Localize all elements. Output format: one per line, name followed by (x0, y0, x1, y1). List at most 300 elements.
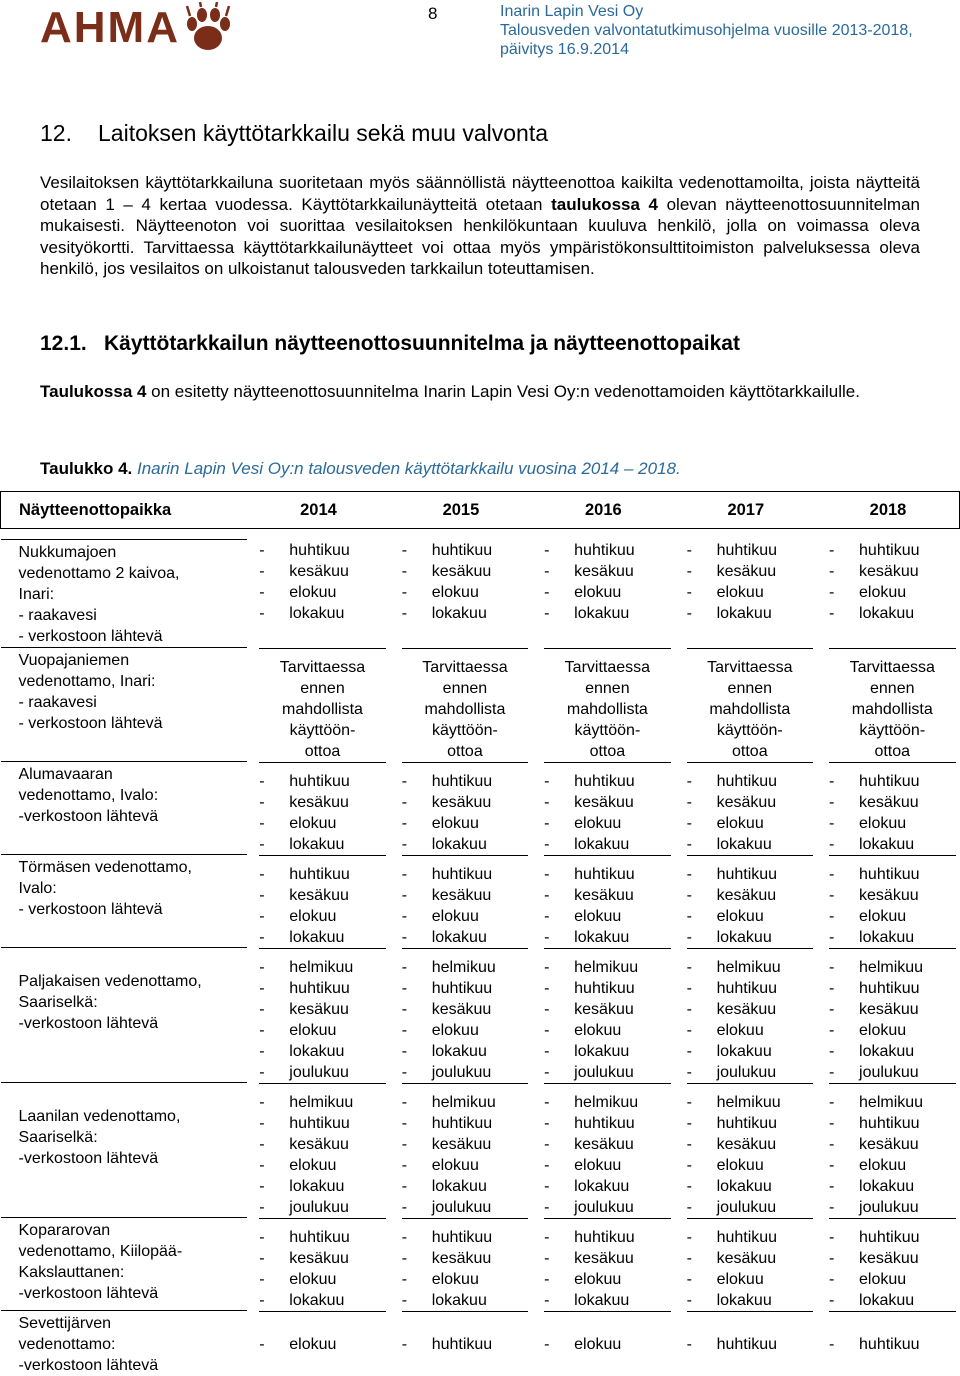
schedule-cell (247, 762, 389, 855)
bullet-dash: - (544, 834, 574, 855)
schedule-cell (390, 855, 532, 948)
month-name: kesäkuu (574, 792, 634, 813)
month-name: kesäkuu (432, 999, 492, 1020)
place-line: Törmäsen vedenottamo, (19, 857, 248, 878)
month-name: elokuu (574, 1334, 621, 1355)
table-row (1, 1083, 960, 1218)
month-name: lokakuu (717, 927, 772, 948)
paragraph-2 (40, 381, 920, 403)
bullet-dash: - (829, 561, 859, 582)
bullet-dash: - (829, 1020, 859, 1041)
month-name: huhtikuu (432, 771, 493, 792)
month-name: huhtikuu (432, 864, 493, 885)
bullet-dash: - (829, 540, 859, 561)
month-line (259, 540, 385, 561)
month-name: elokuu (859, 1155, 906, 1176)
bullet-dash: - (259, 1269, 289, 1290)
month-line (687, 885, 813, 906)
place-line: vedenottamo, Inari: (19, 671, 248, 692)
bullet-dash: - (544, 906, 574, 927)
bullet-dash: - (687, 1269, 717, 1290)
header-year: 2015 (390, 492, 532, 529)
note-line: ennen (829, 678, 955, 699)
bullet-dash: - (259, 771, 289, 792)
bullet-dash: - (402, 834, 432, 855)
bullet-dash: - (402, 1176, 432, 1197)
bullet-dash: - (687, 792, 717, 813)
month-line (544, 1269, 670, 1290)
bullet-dash: - (544, 999, 574, 1020)
paragraph-2-bold: Taulukossa 4 (40, 382, 146, 401)
bullet-dash: - (259, 1334, 289, 1355)
month-name: huhtikuu (289, 864, 350, 885)
schedule-cell (532, 948, 674, 1083)
month-line (829, 978, 955, 999)
place-line (19, 734, 248, 755)
bullet-dash: - (259, 582, 289, 603)
month-name: elokuu (289, 1020, 336, 1041)
month-name: helmikuu (859, 957, 923, 978)
month-name: helmikuu (574, 1092, 638, 1113)
month-line (402, 561, 528, 582)
bullet-dash: - (829, 603, 859, 624)
schedule-cell (817, 948, 959, 1083)
bullet-dash: - (259, 1020, 289, 1041)
month-name: kesäkuu (717, 999, 777, 1020)
month-line (687, 999, 813, 1020)
table-row (1, 762, 960, 855)
bullet-dash: - (829, 1227, 859, 1248)
month-line (829, 1176, 955, 1197)
month-name: huhtikuu (859, 978, 920, 999)
month-name: kesäkuu (717, 792, 777, 813)
bullet-dash: - (687, 906, 717, 927)
month-name: elokuu (859, 906, 906, 927)
month-name: kesäkuu (717, 561, 777, 582)
month-line (544, 1092, 670, 1113)
bullet-dash: - (402, 999, 432, 1020)
month-line (687, 1092, 813, 1113)
bullet-dash: - (544, 1113, 574, 1134)
place-line: -verkostoon lähtevä (19, 806, 248, 827)
note-line: käyttöön- (544, 720, 670, 741)
month-line (829, 1062, 955, 1083)
month-line (687, 927, 813, 948)
month-line (829, 1227, 955, 1248)
month-name: huhtikuu (289, 771, 350, 792)
month-name: lokakuu (859, 603, 914, 624)
month-name: huhtikuu (859, 1334, 920, 1355)
month-name: huhtikuu (574, 771, 635, 792)
month-name: kesäkuu (289, 1248, 349, 1269)
month-name: lokakuu (289, 1041, 344, 1062)
bullet-dash: - (402, 957, 432, 978)
month-line (259, 1227, 385, 1248)
month-name: elokuu (574, 1155, 621, 1176)
schedule-cell (532, 762, 674, 855)
month-line (687, 1176, 813, 1197)
month-line (402, 1113, 528, 1134)
bullet-dash: - (402, 561, 432, 582)
month-line (402, 1134, 528, 1155)
month-line (259, 1134, 385, 1155)
note-line: ottoa (829, 741, 955, 762)
note-line: ottoa (544, 741, 670, 762)
month-name: lokakuu (289, 834, 344, 855)
note-line: ennen (687, 678, 813, 699)
bullet-dash: - (402, 1197, 432, 1218)
month-name: elokuu (574, 906, 621, 927)
month-line (259, 1092, 385, 1113)
month-name: kesäkuu (432, 792, 492, 813)
month-line (402, 927, 528, 948)
month-line (829, 1155, 955, 1176)
bullet-dash: - (829, 978, 859, 999)
month-name: kesäkuu (717, 1248, 777, 1269)
subsection-number: 12.1. (40, 332, 104, 356)
note-line: ottoa (402, 741, 528, 762)
month-name: lokakuu (859, 1290, 914, 1311)
month-name: huhtikuu (432, 1334, 493, 1355)
month-name: lokakuu (859, 834, 914, 855)
month-name: huhtikuu (859, 540, 920, 561)
month-name: joulukuu (289, 1062, 349, 1083)
bullet-dash: - (544, 792, 574, 813)
note-line: käyttöön- (687, 720, 813, 741)
month-line (829, 1334, 955, 1355)
place-line: vedenottamo: (19, 1334, 248, 1355)
bullet-dash: - (544, 864, 574, 885)
month-line (259, 813, 385, 834)
month-line (687, 1134, 813, 1155)
month-line (544, 792, 670, 813)
schedule-cell (675, 948, 817, 1083)
bullet-dash: - (687, 864, 717, 885)
month-name: lokakuu (717, 1290, 772, 1311)
month-line (544, 1020, 670, 1041)
month-line (687, 1041, 813, 1062)
month-line (544, 603, 670, 624)
month-name: kesäkuu (289, 1134, 349, 1155)
bullet-dash: - (402, 792, 432, 813)
bullet-dash: - (544, 978, 574, 999)
bullet-dash: - (829, 813, 859, 834)
month-line (544, 1041, 670, 1062)
bullet-dash: - (829, 1134, 859, 1155)
month-name: kesäkuu (859, 885, 919, 906)
bullet-dash: - (544, 561, 574, 582)
schedule-cell (390, 540, 532, 648)
month-name: joulukuu (574, 1062, 634, 1083)
month-line (544, 834, 670, 855)
month-line (829, 957, 955, 978)
schedule-cell (675, 540, 817, 648)
month-line (402, 1227, 528, 1248)
bullet-dash: - (687, 1197, 717, 1218)
header-year: 2016 (532, 492, 674, 529)
month-name: kesäkuu (574, 999, 634, 1020)
month-line (687, 561, 813, 582)
header-year: 2014 (247, 492, 389, 529)
month-line (687, 813, 813, 834)
company-name: Inarin Lapin Vesi Oy (500, 2, 920, 21)
bullet-dash: - (687, 1092, 717, 1113)
note-line: käyttöön- (402, 720, 528, 741)
month-line (687, 582, 813, 603)
bullet-dash: - (829, 1062, 859, 1083)
bullet-dash: - (687, 1062, 717, 1083)
month-name: elokuu (859, 582, 906, 603)
place-cell (1, 948, 248, 1083)
month-name: lokakuu (859, 1176, 914, 1197)
month-name: elokuu (859, 813, 906, 834)
month-name: kesäkuu (859, 1248, 919, 1269)
month-name: lokakuu (717, 603, 772, 624)
month-line (402, 771, 528, 792)
bullet-dash: - (687, 1290, 717, 1311)
place-line: Saariselkä: (19, 992, 248, 1013)
schedule-cell (675, 855, 817, 948)
month-name: lokakuu (717, 834, 772, 855)
month-line (402, 1290, 528, 1311)
schedule-cell (390, 1083, 532, 1218)
bullet-dash: - (402, 1062, 432, 1083)
month-line (259, 885, 385, 906)
month-line (544, 1197, 670, 1218)
bullet-dash: - (259, 1092, 289, 1113)
bullet-dash: - (829, 999, 859, 1020)
month-name: kesäkuu (859, 561, 919, 582)
month-line (829, 813, 955, 834)
month-name: elokuu (574, 1269, 621, 1290)
month-name: lokakuu (289, 1176, 344, 1197)
month-line (259, 834, 385, 855)
month-line (829, 1290, 955, 1311)
schedule-cell (247, 855, 389, 948)
logo-wordmark: AHMA (40, 3, 180, 53)
note-line: mahdollista (687, 699, 813, 720)
month-line (259, 1155, 385, 1176)
bullet-dash: - (259, 1155, 289, 1176)
schedule-cell (390, 1218, 532, 1311)
month-line (259, 1290, 385, 1311)
month-name: joulukuu (432, 1062, 492, 1083)
month-name: huhtikuu (859, 1227, 920, 1248)
month-line (402, 864, 528, 885)
month-name: joulukuu (717, 1062, 777, 1083)
month-name: elokuu (289, 813, 336, 834)
bullet-dash: - (402, 927, 432, 948)
month-name: joulukuu (289, 1197, 349, 1218)
month-line (544, 978, 670, 999)
month-line (402, 582, 528, 603)
month-name: elokuu (717, 906, 764, 927)
section-number: 12. (40, 120, 98, 147)
schedule-cell (247, 648, 389, 762)
month-line (687, 1269, 813, 1290)
schedule-cell (390, 1311, 532, 1376)
program-title: Talousveden valvontatutkimusohjelma vuosille 2013-2018, päivitys 16.9.2014 (500, 21, 920, 59)
month-line (259, 603, 385, 624)
bullet-dash: - (687, 957, 717, 978)
month-name: huhtikuu (289, 540, 350, 561)
month-line (829, 603, 955, 624)
month-name: elokuu (432, 582, 479, 603)
month-line (402, 1062, 528, 1083)
bullet-dash: - (259, 813, 289, 834)
place-line: -verkostoon lähtevä (19, 1355, 248, 1376)
month-name: helmikuu (289, 957, 353, 978)
bullet-dash: - (259, 906, 289, 927)
month-name: huhtikuu (717, 771, 778, 792)
month-name: lokakuu (717, 1041, 772, 1062)
table-row (1, 855, 960, 948)
schedule-cell (247, 1218, 389, 1311)
bullet-dash: - (402, 1248, 432, 1269)
month-line (544, 1334, 670, 1355)
bullet-dash: - (402, 1334, 432, 1355)
month-line (687, 1155, 813, 1176)
month-name: kesäkuu (432, 561, 492, 582)
month-name: kesäkuu (432, 885, 492, 906)
month-name: lokakuu (574, 1041, 629, 1062)
schedule-cell (532, 855, 674, 948)
bullet-dash: - (402, 1227, 432, 1248)
place-line: -verkostoon lähtevä (19, 1013, 248, 1034)
month-line (402, 957, 528, 978)
month-name: helmikuu (289, 1092, 353, 1113)
month-name: lokakuu (574, 927, 629, 948)
month-name: lokakuu (859, 927, 914, 948)
bullet-dash: - (402, 885, 432, 906)
month-line (829, 561, 955, 582)
month-line (829, 540, 955, 561)
month-name: kesäkuu (859, 792, 919, 813)
place-line: Ivalo: (19, 878, 248, 899)
header-place: Näytteenottopaikka (1, 492, 248, 529)
bullet-dash: - (829, 1334, 859, 1355)
bullet-dash: - (402, 603, 432, 624)
month-line (259, 906, 385, 927)
bullet-dash: - (829, 885, 859, 906)
bullet-dash: - (829, 1290, 859, 1311)
month-name: huhtikuu (432, 1227, 493, 1248)
schedule-cell (247, 540, 389, 648)
header-year: 2018 (817, 492, 959, 529)
bullet-dash: - (544, 1197, 574, 1218)
bullet-dash: - (687, 1155, 717, 1176)
month-name: huhtikuu (717, 540, 778, 561)
bullet-dash: - (687, 927, 717, 948)
month-name: joulukuu (574, 1197, 634, 1218)
month-line (544, 906, 670, 927)
bullet-dash: - (829, 792, 859, 813)
bullet-dash: - (829, 927, 859, 948)
month-line (259, 1248, 385, 1269)
bullet-dash: - (544, 927, 574, 948)
schedule-cell (390, 762, 532, 855)
month-line (687, 1197, 813, 1218)
bullet-dash: - (402, 906, 432, 927)
month-name: elokuu (432, 1269, 479, 1290)
month-line (402, 834, 528, 855)
bullet-dash: - (259, 999, 289, 1020)
month-line (402, 1269, 528, 1290)
bullet-dash: - (687, 1334, 717, 1355)
bullet-dash: - (259, 834, 289, 855)
month-line (829, 885, 955, 906)
month-line (259, 927, 385, 948)
bullet-dash: - (829, 1041, 859, 1062)
month-line (259, 999, 385, 1020)
month-name: kesäkuu (432, 1134, 492, 1155)
month-name: huhtikuu (717, 864, 778, 885)
month-line (402, 999, 528, 1020)
month-line (544, 1176, 670, 1197)
schedule-cell (817, 540, 959, 648)
note-line: ottoa (687, 741, 813, 762)
month-name: kesäkuu (574, 561, 634, 582)
schedule-cell (532, 648, 674, 762)
month-name: helmikuu (717, 1092, 781, 1113)
table-row (1, 1218, 960, 1311)
note-line: ennen (544, 678, 670, 699)
month-line (259, 1269, 385, 1290)
month-line (402, 1197, 528, 1218)
month-line (829, 1020, 955, 1041)
month-line (544, 1134, 670, 1155)
month-line (687, 1113, 813, 1134)
month-line (259, 978, 385, 999)
month-line (259, 1041, 385, 1062)
table-row (1, 948, 960, 1083)
bullet-dash: - (544, 885, 574, 906)
bullet-dash: - (687, 582, 717, 603)
bullet-dash: - (544, 1176, 574, 1197)
place-line: vedenottamo 2 kaivoa, (19, 563, 248, 584)
bullet-dash: - (259, 978, 289, 999)
schedule-cell (532, 540, 674, 648)
bullet-dash: - (829, 771, 859, 792)
bullet-dash: - (687, 1176, 717, 1197)
caption-lead: Taulukko 4. (40, 459, 132, 478)
month-line (829, 834, 955, 855)
bullet-dash: - (829, 582, 859, 603)
month-name: lokakuu (859, 1041, 914, 1062)
bullet-dash: - (687, 813, 717, 834)
month-line (829, 906, 955, 927)
schedule-cell (247, 1083, 389, 1218)
month-name: kesäkuu (574, 885, 634, 906)
paragraph-1-text-a: Vesilaitoksen käyttötarkkailuna suoritetaan myös säännöllistä näytteenottoa kaikilta vedenottamoilta, joista näytteitä otetaan 1 – 4 kertaa vuodessa. Käyttötarkkailunäytteitä otetaan (40, 173, 920, 214)
month-line (402, 1155, 528, 1176)
schedule-cell (817, 1311, 959, 1376)
month-name: lokakuu (432, 927, 487, 948)
header-year: 2017 (675, 492, 817, 529)
month-name: helmikuu (717, 957, 781, 978)
schedule-cell (675, 1083, 817, 1218)
month-line (259, 561, 385, 582)
place-line: - raakavesi (19, 692, 248, 713)
bullet-dash: - (259, 957, 289, 978)
place-cell (1, 648, 248, 762)
bullet-dash: - (544, 957, 574, 978)
month-line (687, 1227, 813, 1248)
month-line (829, 1041, 955, 1062)
month-name: joulukuu (432, 1197, 492, 1218)
month-line (687, 540, 813, 561)
month-line (259, 771, 385, 792)
